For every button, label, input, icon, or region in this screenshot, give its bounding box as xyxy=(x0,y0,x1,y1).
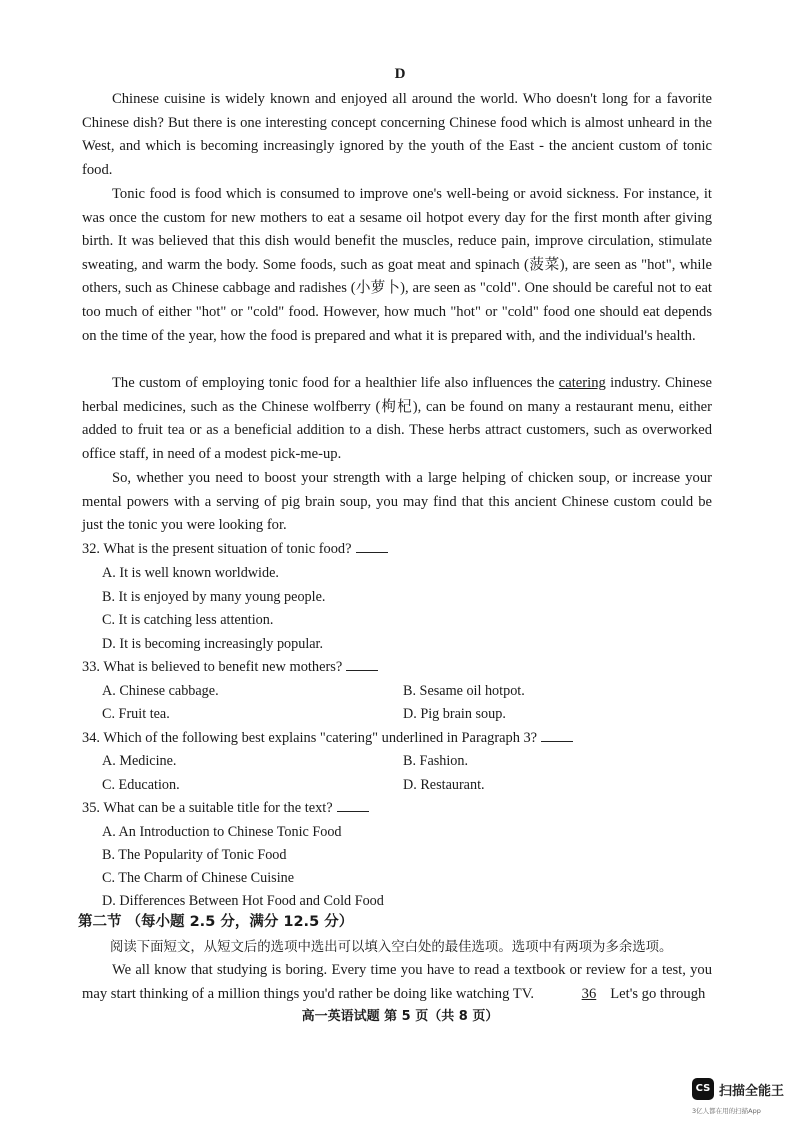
paragraph-3 xyxy=(82,372,712,466)
option-33-c: C. Fruit tea. xyxy=(102,706,170,722)
answer-blank-34 xyxy=(541,729,573,742)
scanner-watermark xyxy=(692,1078,796,1126)
section-2-instruction: 阅读下面短文，从短文后的选项中选出可以填入空白处的最佳选项。选项中有两项为多余选项。 xyxy=(110,940,673,955)
camscanner-logo-icon: CS xyxy=(692,1078,714,1100)
underlined-word-catering: catering xyxy=(558,375,606,391)
option-35-b: B. The Popularity of Tonic Food xyxy=(102,847,287,863)
option-34-a: A. Medicine. xyxy=(102,753,177,769)
option-35-a: A. An Introduction to Chinese Tonic Food xyxy=(102,824,342,840)
answer-blank-35 xyxy=(337,799,369,812)
section-2-text xyxy=(82,959,712,1006)
answer-blank-32 xyxy=(356,540,388,553)
question-33 xyxy=(82,656,378,680)
paragraph-3-before: The custom of employing tonic food for a healthier life also influences the xyxy=(112,375,559,391)
paragraph-2: Tonic food is food which is consumed to improve one's well-being or avoid sickness. For instance, it was once the custom for new mothers to eat a sesame oil hotpot every day for the first month after giving birth. It was believed that this dish would benefit the muscles, reduce pain, improve circulation, stimulate sweating, and warm the body. Some foods, such as goat meat and spinach (菠菜), are seen as "hot", while others, such as Chinese cabbage and radishes (小萝卜), are seen as "cold". One should be careful not to eat too much of either "hot" or "cold" food. However, how much "hot" or "cold" food one should eat depends on the time of the year, how the food is prepared and what it is prepared with, and the individual's health. xyxy=(82,186,712,344)
option-33-b: B. Sesame oil hotpot. xyxy=(403,683,525,699)
option-32-c: C. It is catching less attention. xyxy=(102,612,274,628)
paragraph-1: Chinese cuisine is widely known and enjoyed all around the world. Who doesn't long for a favorite Chinese dish? But there is one interesting concept concerning Chinese food which is almost unheard in the West, and which is becoming increasingly ignored by the youth of the East - the ancient custom of tonic food. xyxy=(82,91,712,178)
question-32 xyxy=(82,538,388,562)
section-2-text-before: We all know that studying is boring. Every time you have to read a textbook or review for a test, you may start thinking of a million things you'd rather be doing like watching TV. xyxy=(82,962,712,1002)
passage-letter: D xyxy=(394,66,406,82)
option-32-a: A. It is well known worldwide. xyxy=(102,565,279,581)
question-34 xyxy=(82,727,573,751)
option-35-c: C. The Charm of Chinese Cuisine xyxy=(102,870,295,886)
question-33-stem: 33. What is believed to benefit new mothers? xyxy=(82,659,343,675)
watermark-tagline: 3亿人都在用的扫描App xyxy=(692,1107,761,1115)
watermark-app-name: 扫描全能王 xyxy=(719,1084,785,1099)
answer-blank-33 xyxy=(346,658,378,671)
option-34-b: B. Fashion. xyxy=(403,753,469,769)
option-34-d: D. Restaurant. xyxy=(403,777,485,793)
option-35-d: D. Differences Between Hot Food and Cold Food xyxy=(102,893,384,909)
section-2-header: 第二节 （每小题 2.5 分，满分 12.5 分） xyxy=(78,914,354,930)
option-33-d: D. Pig brain soup. xyxy=(403,706,506,722)
option-32-d: D. It is becoming increasingly popular. xyxy=(102,636,324,652)
option-33-a: A. Chinese cabbage. xyxy=(102,683,219,699)
question-32-stem: 32. What is the present situation of tonic food? xyxy=(82,541,352,557)
question-35 xyxy=(82,797,369,821)
paragraph-3-after: industry. Chinese herbal medicines, such as the Chinese wolfberry (枸杞), can be found on many a restaurant menu, either added to fruit tea or as a beneficial addition to a dish. These herbs attract customers, such as overworked office staff, in need of a modest pick-me-up. xyxy=(82,375,712,462)
blank-36: 36 xyxy=(581,985,597,1002)
section-2-text-after: Let's go through xyxy=(610,985,706,1002)
option-34-c: C. Education. xyxy=(102,777,180,793)
page-footer: 高一英语试题 第 5 页（共 8 页） xyxy=(301,1009,499,1024)
paragraph-4: So, whether you need to boost your strength with a large helping of chicken soup, or increase your mental powers with a serving of pig brain soup, you may find that this ancient Chinese custom could be just the tonic you were looking for. xyxy=(82,470,712,534)
question-34-stem: 34. Which of the following best explains "catering" underlined in Paragraph 3? xyxy=(82,730,538,746)
option-32-b: B. It is enjoyed by many young people. xyxy=(102,589,326,605)
question-35-stem: 35. What can be a suitable title for the text? xyxy=(82,800,333,816)
